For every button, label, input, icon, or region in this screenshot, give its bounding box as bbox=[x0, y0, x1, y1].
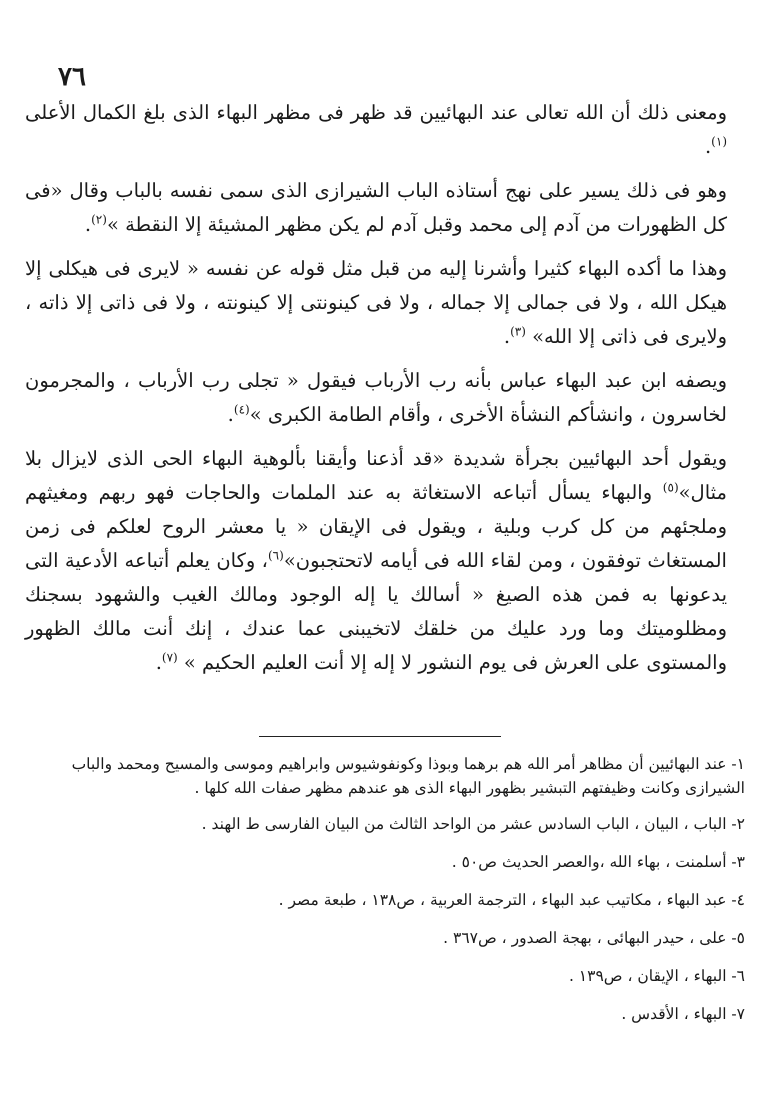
footnote-ref[interactable]: (٧) bbox=[161, 650, 178, 665]
footnote-divider bbox=[259, 736, 501, 737]
body-text bbox=[25, 96, 745, 690]
paragraph-text: ومعنى ذلك أن الله تعالى عند البهائيين قد ظهر فى مظهر البهاء الذى بلغ الكمال الأعلى bbox=[25, 101, 727, 124]
page-number: ٧٦ bbox=[58, 62, 86, 92]
paragraph-tail: . bbox=[84, 213, 92, 236]
footnotes bbox=[23, 752, 745, 1040]
footnote-3: ٣- أسلمنت ، بهاء الله ،والعصر الحديث ص٥٠ . bbox=[451, 853, 745, 871]
paragraph-tail: . bbox=[503, 325, 511, 348]
footnote-ref[interactable]: (٥) bbox=[662, 480, 679, 495]
paragraph-4 bbox=[25, 364, 745, 432]
paragraph-tail: . bbox=[227, 403, 234, 426]
paragraph-text: وهو فى ذلك يسير على نهج أستاذه الباب الشيرازى الذى سمى نفسه بالباب وقال «فى كل الظهورات من آدم إلى محمد وقبل آدم لم يكن مظهر المشيئة إلا النقطة » bbox=[25, 179, 727, 236]
footnote-ref[interactable]: (١) bbox=[711, 134, 727, 149]
footnote-2: ٢- الباب ، البيان ، الباب السادس عشر من الواحد الثالث من البيان الفارسى ط الهند . bbox=[201, 815, 745, 833]
footnote-ref[interactable]: (٣) bbox=[510, 324, 526, 339]
paragraph-tail: . bbox=[704, 135, 712, 158]
paragraph-tail: . bbox=[155, 651, 162, 674]
footnote-7: ٧- البهاء ، الأقدس . bbox=[621, 1005, 745, 1023]
paragraph-1 bbox=[25, 96, 745, 164]
paragraph-5 bbox=[25, 442, 745, 680]
footnote-4: ٤- عبد البهاء ، مكاتيب عبد البهاء ، الترجمة العربية ، ص١٣٨ ، طبعة مصر . bbox=[278, 891, 745, 909]
paragraph-3 bbox=[25, 252, 745, 354]
paragraph-text: ويصفه ابن عبد البهاء عباس بأنه رب الأرباب فيقول « تجلى رب الأرباب ، والمجرمون لخاسرون ، وانشأكم النشأة الأخرى ، وأقام الطامة الكبرى » bbox=[25, 369, 727, 426]
footnote-1: ١- عند البهائيين أن مظاهر أمر الله هم برهما وبوذا وكونفوشيوس وابراهيم وموسى والمسيح ومحمد والباب الشيرازى وكانت وظيفتهم التبشير بظهور البهاء الذى هو عندهم مظهر صفات الله كلها . bbox=[71, 755, 745, 797]
paragraph-text: والبهاء يسأل أتباعه الاستغاثة به عند الملمات والحاجات فهو ربهم ومغيثهم وملجئهم من كل كرب وبلية ، ويقول فى الإيقان « يا معشر الروح لعلكم فى زمن المستغاث توفقون ، ومن لقاء الله فى أيامه لاتحتجبون» bbox=[25, 481, 727, 572]
footnote-ref[interactable]: (٤) bbox=[233, 402, 250, 417]
footnote-6: ٦- البهاء ، الإيقان ، ص١٣٩ . bbox=[568, 967, 745, 985]
footnote-ref[interactable]: (٢) bbox=[91, 212, 107, 227]
paragraph-2 bbox=[25, 174, 745, 242]
paragraph-text: ، وكان يعلم أتباعه الأدعية التى يدعونها به فمن هذه الصيغ « أسالك يا إله الوجود ومالك الغيب والشهود بسجنك ومظلوميتك وما ورد عليك من خلقك لاتخيبنى عما عندك ، إنك أنت مالك الظهور والمستوى على العرش فى يوم النشور لا إله إلا أنت العليم الحكيم » bbox=[25, 549, 727, 674]
paragraph-text: وهذا ما أكده البهاء كثيرا وأشرنا إليه من قبل مثل قوله عن نفسه « لايرى فى هيكلى إلا هيكل الله ، ولا فى جمالى إلا جماله ، ولا فى كينونتى إلا كينونته ، ولا فى ذاتى إلا ذاته ، ولايرى فى ذاتى إلا الله» bbox=[25, 257, 727, 348]
footnote-5: ٥- على ، حيدر البهائى ، بهجة الصدور ، ص٣٦٧ . bbox=[443, 929, 745, 947]
footnote-ref[interactable]: (٦) bbox=[267, 548, 284, 563]
paragraph-text: ويقول أحد البهائيين بجرأة شديدة «قد أذعنا وأيقنا بألوهية البهاء الحى الذى لايزال بلا مثال» bbox=[25, 447, 727, 504]
